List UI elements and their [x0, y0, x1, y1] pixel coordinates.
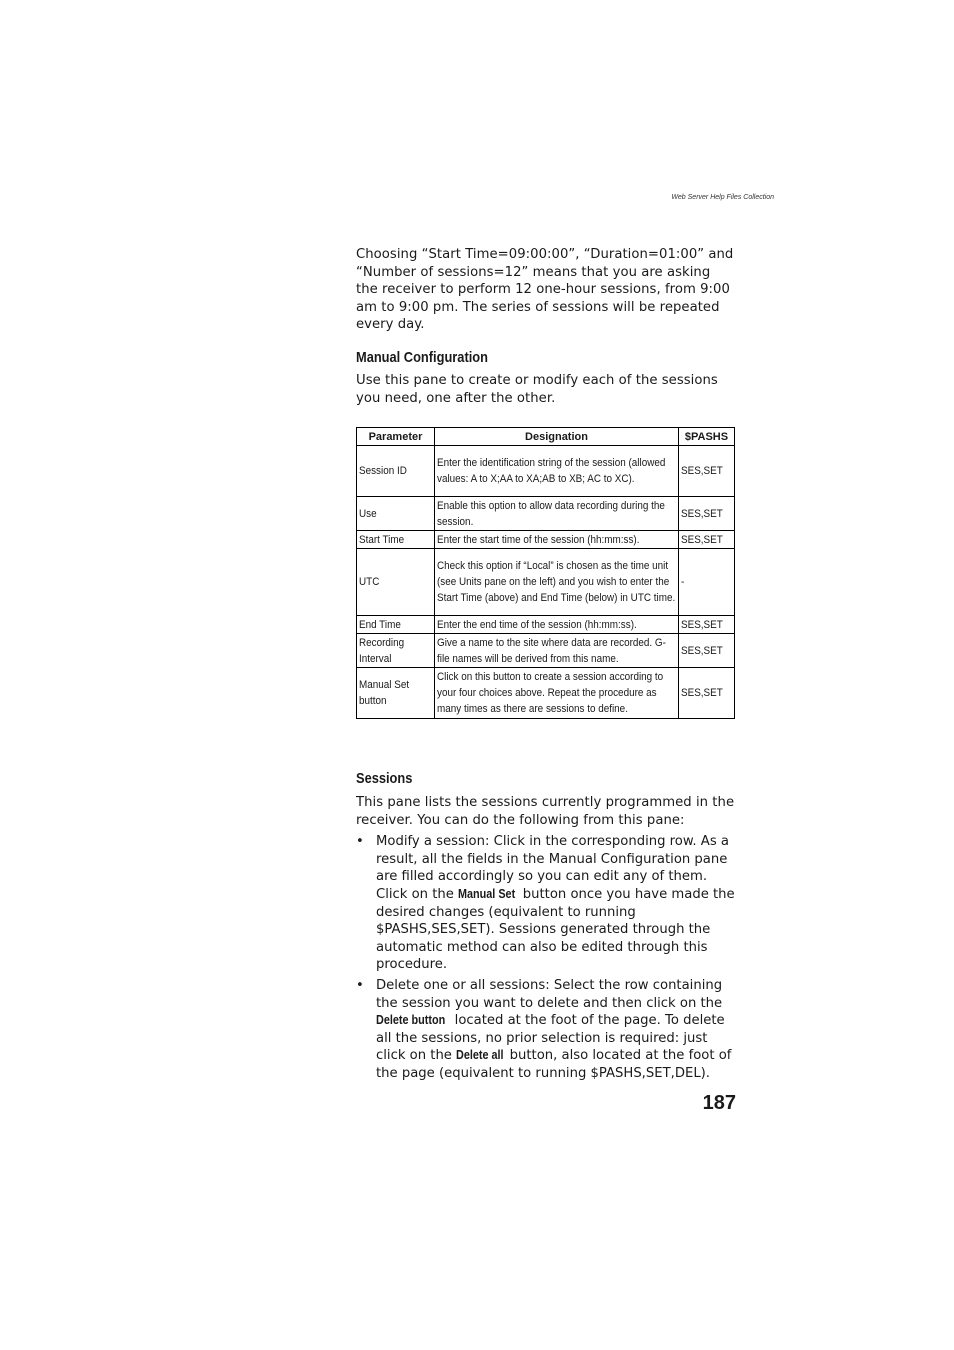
cell-parameter: Recording Interval: [357, 634, 435, 668]
running-header: Web Server Help Files Collection: [671, 194, 774, 201]
sessions-heading: Sessions: [356, 771, 413, 787]
keyword-delete-all: Delete all: [456, 1048, 504, 1063]
cell-designation: Enable this option to allow data recording during the session.: [435, 497, 679, 531]
table-row: [357, 497, 735, 531]
cell-parameter: Start Time: [357, 531, 435, 549]
cell-designation: Give a name to the site where data are recorded. G-file names will be derived from this name.: [435, 634, 679, 668]
table-row: [357, 549, 735, 616]
cell-pashs: SES,SET: [679, 446, 735, 497]
table-row: [357, 668, 735, 719]
keyword-delete-button: Delete button: [376, 1013, 446, 1028]
bullet-icon: •: [356, 834, 364, 850]
cell-pashs: SES,SET: [679, 616, 735, 634]
cell-pashs: SES,SET: [679, 634, 735, 668]
cell-parameter: End Time: [357, 616, 435, 634]
table-row: [357, 446, 735, 497]
cell-designation: Enter the identification string of the session (allowed values: A to X;AA to XA;AB to XB; AC to XC).: [435, 446, 679, 497]
manual-configuration-heading: Manual Configuration: [356, 350, 488, 366]
sessions-intro: This pane lists the sessions currently programmed in the receiver. You can do the following from this pane:: [356, 795, 735, 828]
header-pashs: $PASHS: [679, 428, 735, 446]
header-parameter: Parameter: [357, 428, 435, 446]
list-item: • Delete one or all sessions: Select the row containing the session you want to delete and then click on the Delete button located at the foot of the page. To delete all the sessions, no prior selection is required: just click on the Delete all button, also located at the foot of the page (equivalent to running $PASHS,SET,DEL).: [356, 977, 732, 1081]
parameter-table: [356, 427, 735, 719]
table-row: [357, 616, 735, 634]
table-row: [357, 531, 735, 549]
table-header-row: [357, 428, 735, 446]
page-number: 187: [702, 1092, 736, 1114]
cell-pashs: SES,SET: [679, 668, 735, 719]
list-item: • Modify a session: Click in the corresponding row. As a result, all the fields in the Manual Configuration pane are filled accordingly so you can edit any of them. Click on the Manual Set button once you have made the desired changes (equivalent to running $PASHS,SES,SET). Sessions generated through the automatic method can also be edited through this procedure.: [356, 834, 735, 973]
manual-configuration-text: Use this pane to create or modify each of the sessions you need, one after the other.: [356, 373, 718, 406]
cell-pashs: SES,SET: [679, 531, 735, 549]
cell-designation: Click on this button to create a session according to your four choices above. Repeat the procedure as many times as there are sessions to define.: [435, 668, 679, 719]
table-row: [357, 634, 735, 668]
sessions-section: [356, 794, 736, 1086]
cell-parameter: Use: [357, 497, 435, 531]
bullet-icon: •: [356, 977, 364, 993]
keyword-manual-set: Manual Set: [458, 886, 516, 901]
cell-parameter: Manual Set button: [357, 668, 435, 719]
intro-paragraph: Choosing “Start Time=09:00:00”, “Duration=01:00” and “Number of sessions=12” means that you are asking the receiver to perform 12 one-hour sessions, from 9:00 am to 9:00 pm. The series of sessions will be repeated every day.: [356, 247, 734, 333]
sessions-bullet-list: [356, 833, 736, 1082]
header-designation: Designation: [435, 428, 679, 446]
cell-parameter: UTC: [357, 549, 435, 616]
cell-designation: Enter the end time of the session (hh:mm:ss).: [435, 616, 679, 634]
cell-pashs: SES,SET: [679, 497, 735, 531]
cell-pashs: -: [679, 549, 735, 616]
cell-parameter: Session ID: [357, 446, 435, 497]
cell-designation: Check this option if “Local” is chosen as the time unit (see Units pane on the left) and you wish to enter the Start Time (above) and End Time (below) in UTC time.: [435, 549, 679, 616]
cell-designation: Enter the start time of the session (hh:mm:ss).: [435, 531, 679, 549]
